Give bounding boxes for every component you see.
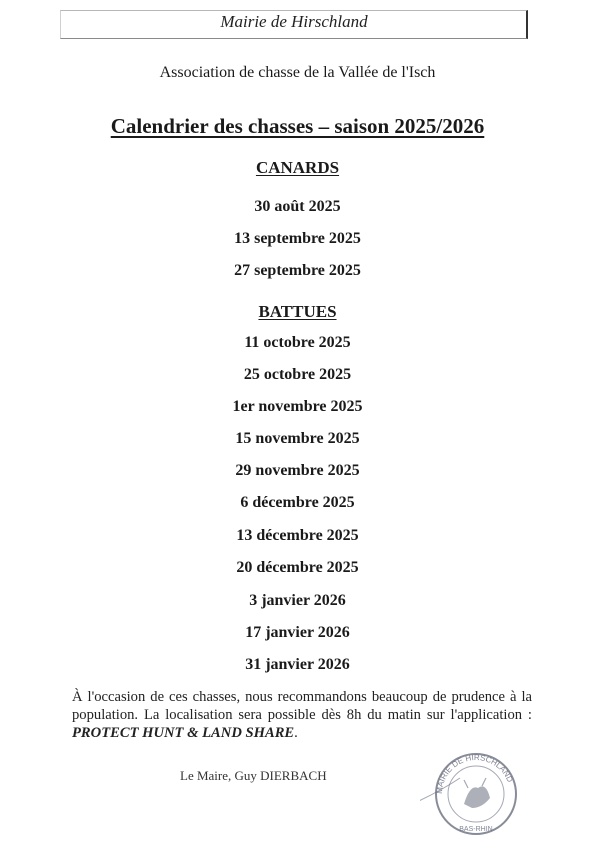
date-item: 3 janvier 2026 xyxy=(249,592,346,609)
mayor-signature: Le Maire, Guy DIERBACH xyxy=(180,768,327,783)
section-title-canards: CANARDS xyxy=(255,158,340,177)
date-item: 1er novembre 2025 xyxy=(232,398,363,415)
mairie-stamp xyxy=(420,738,530,838)
date-item: 17 janvier 2026 xyxy=(245,624,350,641)
date-item: 25 octobre 2025 xyxy=(243,366,352,383)
date-item: 29 novembre 2025 xyxy=(235,462,360,479)
date-item: 15 novembre 2025 xyxy=(235,430,360,447)
date-item: 6 décembre 2025 xyxy=(240,494,355,511)
association-name: Association de chasse de la Vallée de l'Isch xyxy=(159,64,436,81)
date-item: 13 décembre 2025 xyxy=(236,527,359,544)
notice-text: À l'occasion de ces chasses, nous recommandons beaucoup de prudence à la population. La localisation sera possible dès 8h du matin sur l'application : xyxy=(72,689,532,723)
date-item: 11 octobre 2025 xyxy=(244,334,351,351)
safety-notice xyxy=(72,688,532,742)
date-item: 31 janvier 2026 xyxy=(245,656,350,673)
date-item: 30 août 2025 xyxy=(254,198,341,215)
app-name: PROTECT HUNT & LAND SHARE xyxy=(72,725,295,741)
date-item: 27 septembre 2025 xyxy=(234,262,361,279)
notice-end: . xyxy=(294,725,298,741)
date-item: 13 septembre 2025 xyxy=(234,230,361,247)
stamp-text: MAIRIE DE HIRSCHLAND xyxy=(434,752,515,795)
section-title-battues: BATTUES xyxy=(258,302,337,321)
page-title: Calendrier des chasses – saison 2025/2026 xyxy=(110,114,485,138)
stamp-bottom-text: BAS-RHIN xyxy=(459,826,493,833)
header-title: Mairie de Hirschland xyxy=(220,12,368,31)
date-item: 20 décembre 2025 xyxy=(236,559,359,576)
